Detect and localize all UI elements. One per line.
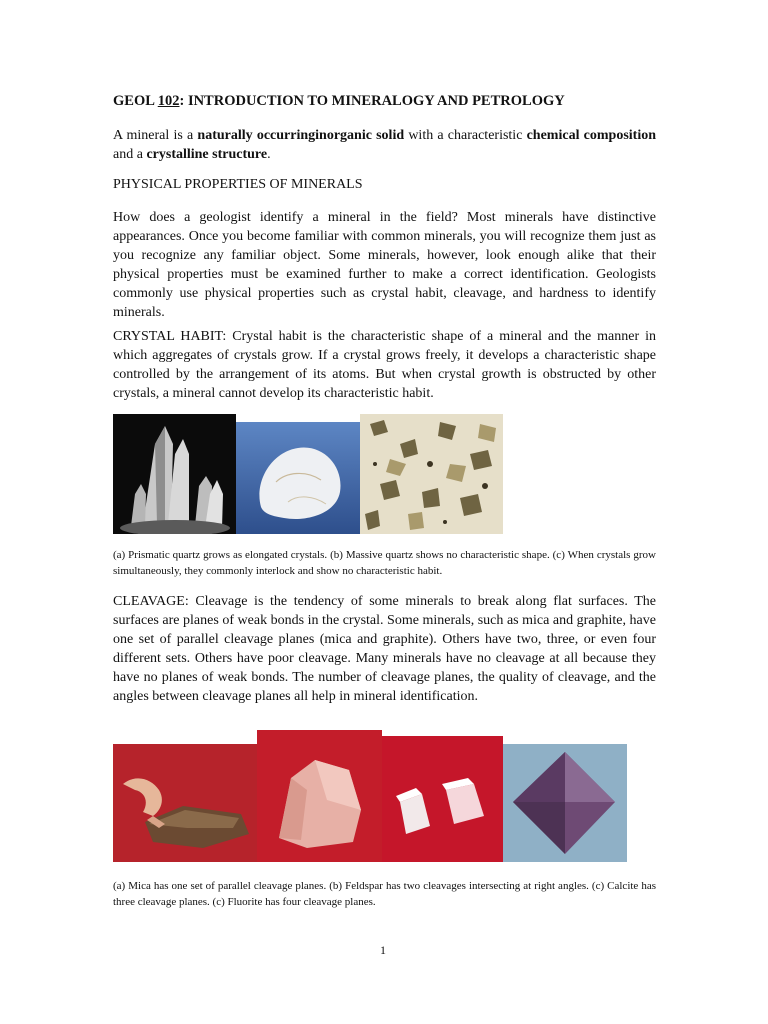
- crystal-habit-caption: (a) Prismatic quartz grows as elongated crystals. (b) Massive quartz shows no characteristic shape. (c) When crystals grow simultaneously, they commonly interlock and show no characteristic habit.: [113, 549, 656, 577]
- cleavage-caption: (a) Mica has one set of parallel cleavage planes. (b) Feldspar has two cleavages intersecting at right angles. (c) Calcite has three cleavage planes. (c) Fluorite has four cleavage planes.: [113, 880, 656, 908]
- mica-image: [113, 744, 257, 862]
- cleavage-paragraph: CLEAVAGE: Cleavage is the tendency of some minerals to break along flat surfaces. The surfaces are planes of weak bonds in the crystal. Some minerals, such as mica and graphite, have one set of parallel cleavage planes (mica and graphite). Others have two, three, or even four different sets. Others have poor cleavage. Many minerals have no cleavage at all because they have no planes of weak bonds. The number of cleavage planes, the quality of cleavage, and the angles between cleavage planes all help in mineral identification.: [113, 594, 656, 704]
- interlocking-crystals-image: [360, 414, 503, 534]
- identify-paragraph: How does a geologist identify a mineral in the field? Most minerals have distinctive appearances. Once you become familiar with common minerals, you will recognize them just as you recognize any familiar object. Some minerals, however, look enough alike that their physical properties must be examined further to make a correct identification. Geologists commonly use physical properties such as crystal habit, cleavage, and hardness to identify minerals.: [113, 210, 656, 320]
- page-number: 1: [380, 943, 386, 957]
- calcite-image: [382, 736, 503, 862]
- feldspar-image: [257, 730, 382, 862]
- intro-paragraph: A mineral is a naturally occurringinorganic solid with a characteristic chemical composition and a crystalline structure.: [113, 128, 656, 162]
- section-heading: PHYSICAL PROPERTIES OF MINERALS: [113, 177, 363, 192]
- page-title: GEOL 102: INTRODUCTION TO MINERALOGY AND PETROLOGY: [113, 93, 565, 109]
- fluorite-image: [503, 744, 627, 862]
- course-number: 102: [157, 93, 180, 109]
- massive-quartz-image: [236, 422, 360, 534]
- crystal-habit-paragraph: CRYSTAL HABIT: Crystal habit is the characteristic shape of a mineral and the manner in which aggregates of crystals grow. If a crystal grows freely, it develops a characteristic shape controlled by the arrangement of its atoms. But when crystal growth is obstructed by other crystals, a mineral cannot develop its characteristic habit.: [113, 329, 656, 401]
- prismatic-quartz-image: [113, 414, 236, 534]
